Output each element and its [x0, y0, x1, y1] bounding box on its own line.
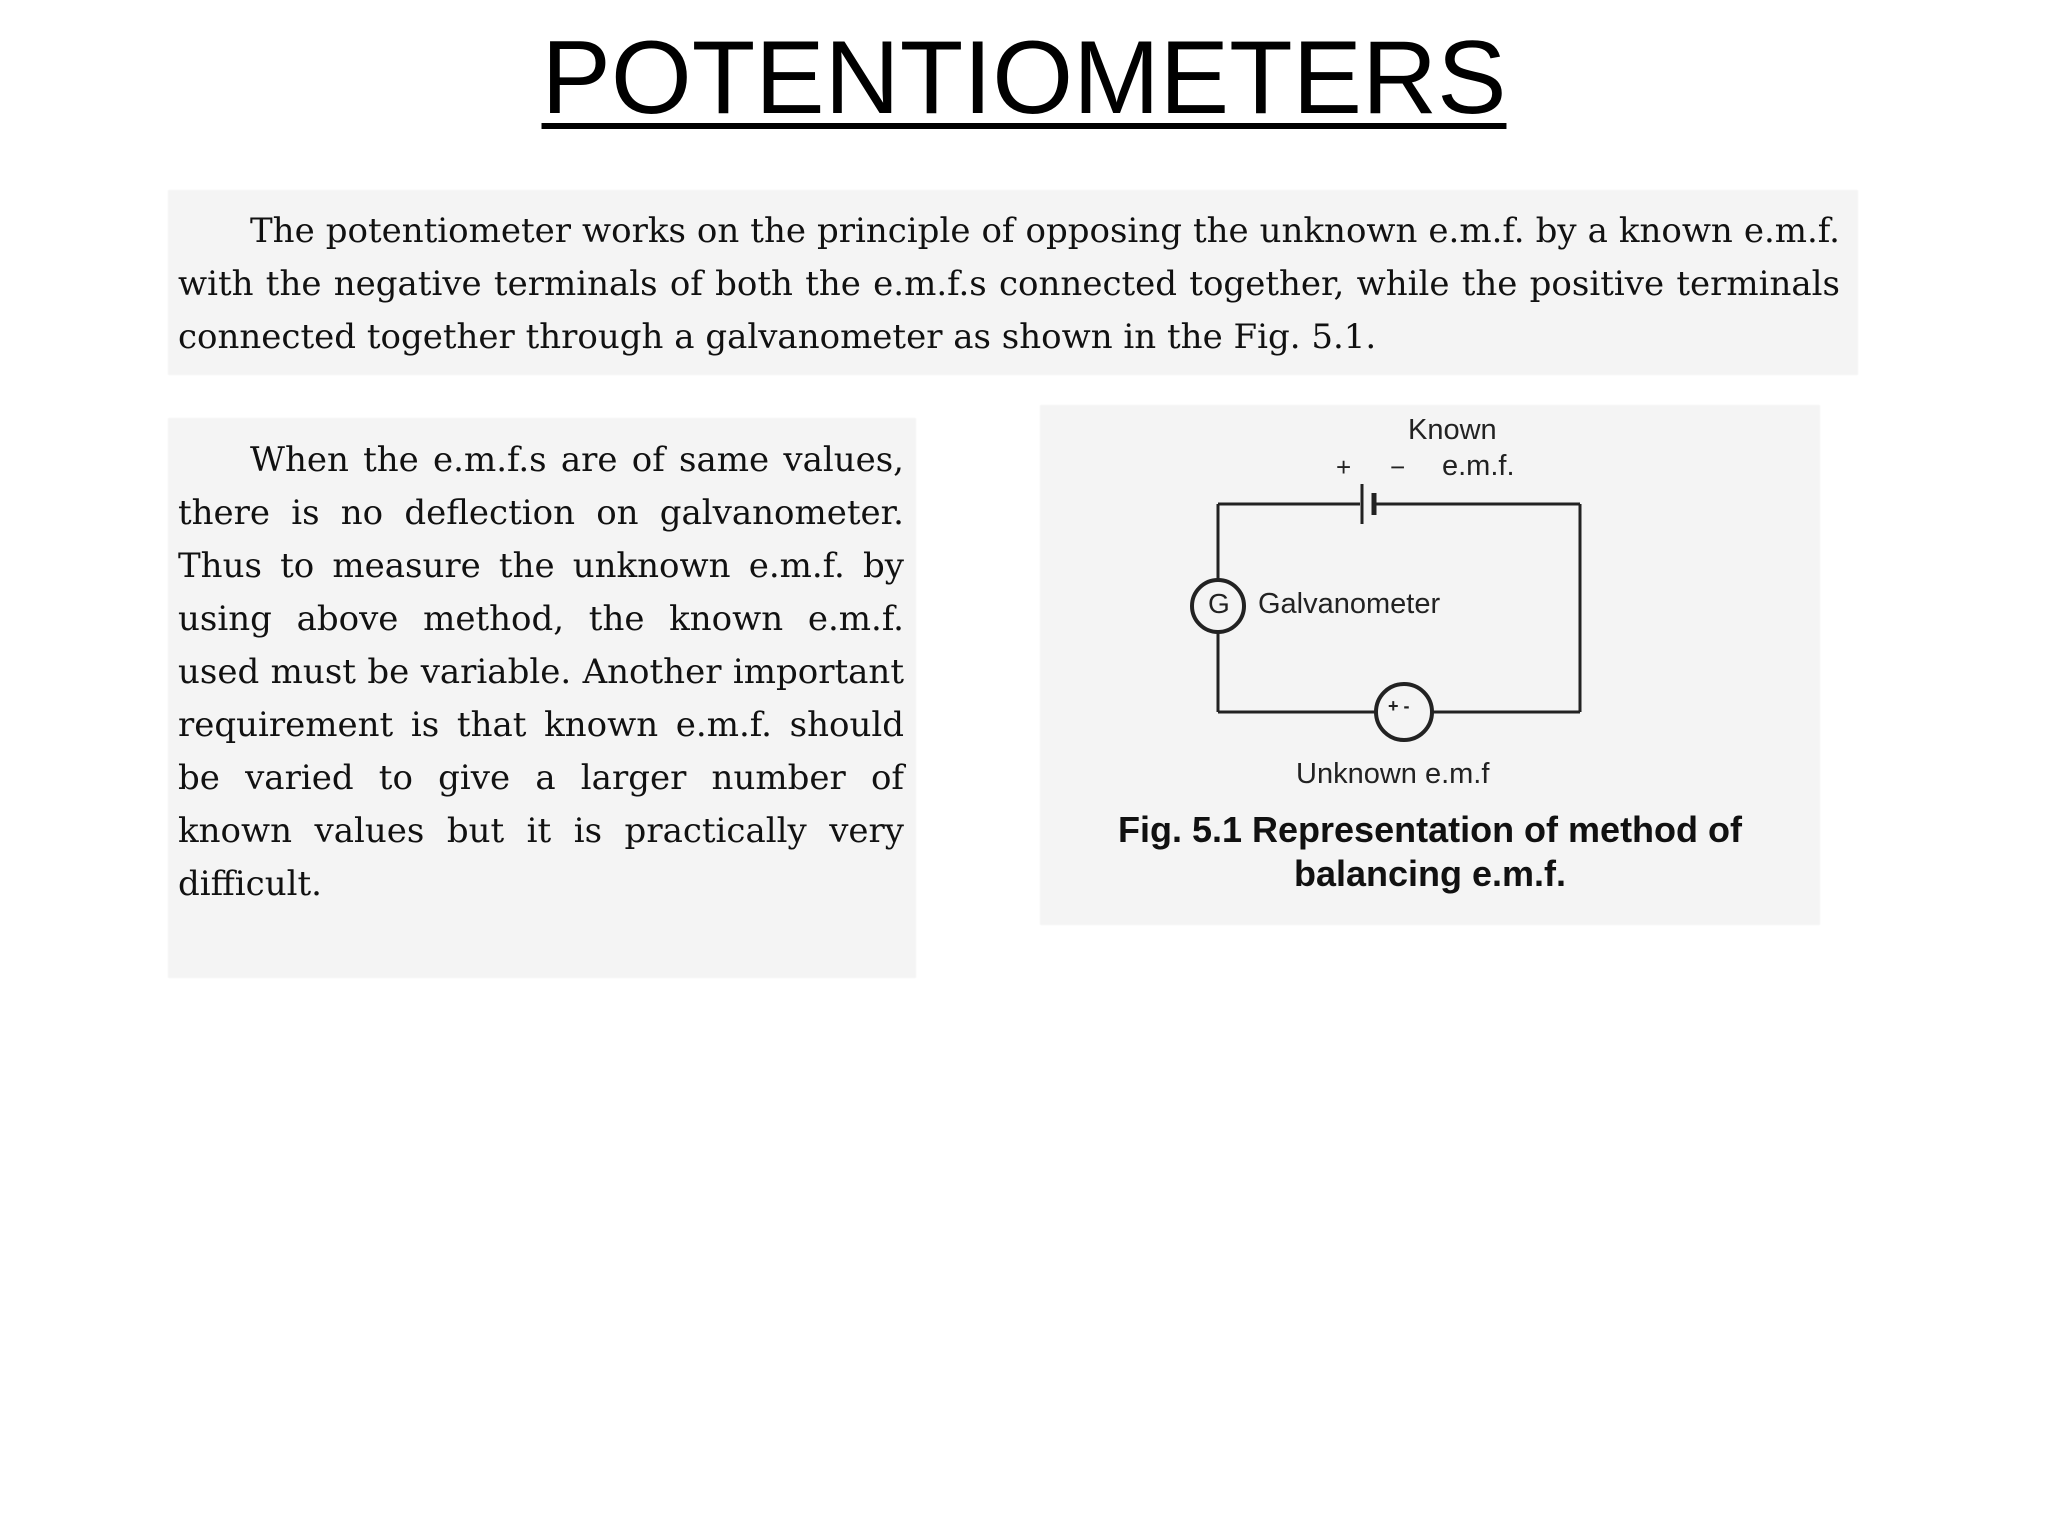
caption-line-2: balancing e.m.f. — [1293, 853, 1567, 894]
known-label: Known — [1408, 414, 1497, 446]
plus-sign: + — [1336, 452, 1352, 482]
slide-title — [0, 18, 2048, 138]
figure-caption — [1030, 808, 1830, 896]
slide-title-text: POTENTIOMETERS — [541, 20, 1507, 136]
caption-line-1: Fig. 5.1 Representation of method of — [1117, 809, 1743, 850]
minus-sign: − — [1390, 452, 1406, 482]
known-emf-label: e.m.f. — [1442, 450, 1515, 482]
unknown-source-symbol: + - — [1388, 696, 1410, 716]
body-paragraph: When the e.m.f.s are of same values, there is no deflection on galvanometer. Thus to measure the unknown e.m.f. by using above method, the known e.m.f. used must be variable. Another important requirement is that known e.m.f. should be varied to give a larger number of known values but it is practically very difficult. — [178, 440, 904, 904]
galvanometer-label: Galvanometer — [1258, 588, 1441, 620]
unknown-label: Unknown e.m.f — [1296, 758, 1490, 790]
galvanometer-symbol: G — [1208, 588, 1230, 619]
intro-paragraph: The potentiometer works on the principle of opposing the unknown e.m.f. by a known e.m.f. with the negative terminals of both the e.m.f.s connected together, while the positive terminals connected together through a galvanometer as shown in the Fig. 5.1. — [178, 211, 1840, 357]
